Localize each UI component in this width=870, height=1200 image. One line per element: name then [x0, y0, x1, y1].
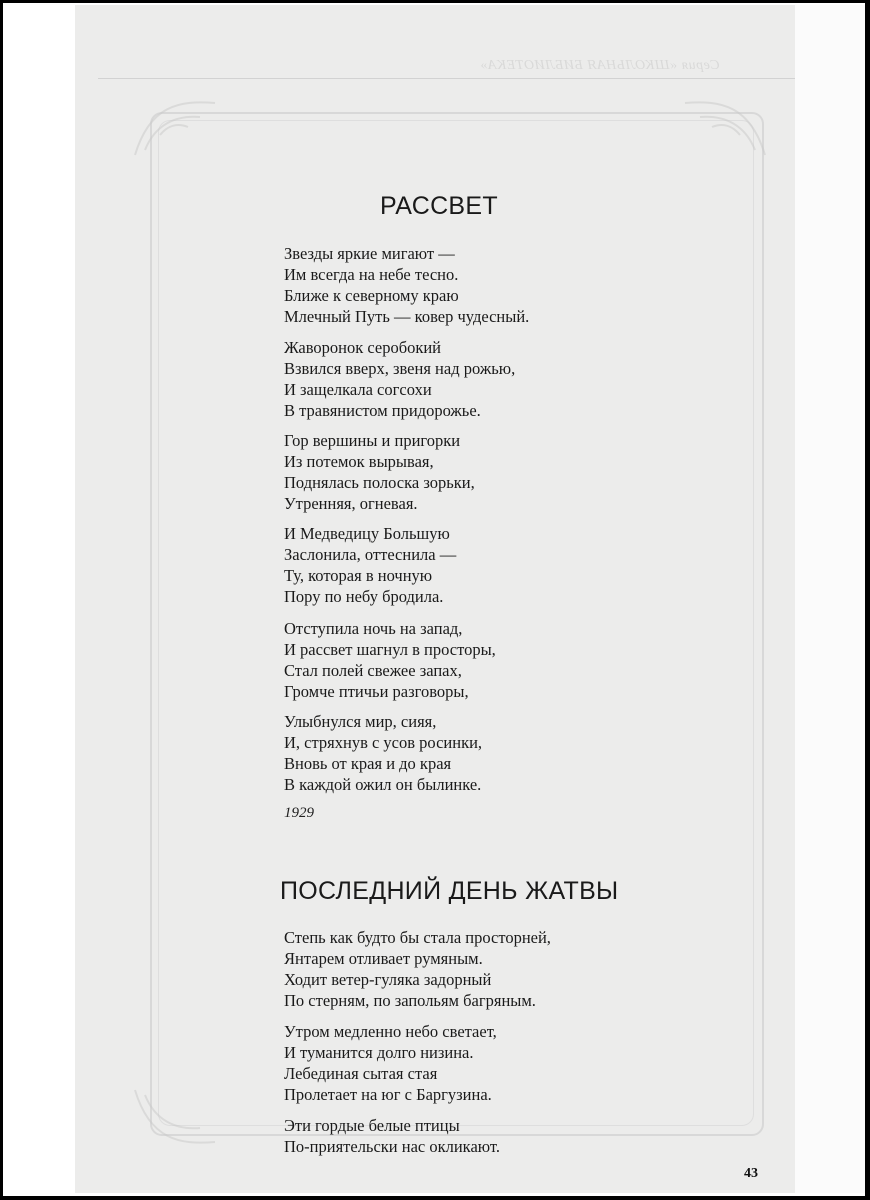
verse-line: Ближе к северному краю [284, 286, 459, 305]
verse-line: Отступила ночь на запад, [284, 619, 463, 638]
stanza [284, 523, 456, 607]
stanza [284, 711, 482, 795]
verse-line: Гор вершины и пригорки [284, 431, 461, 450]
stanza [284, 1021, 497, 1105]
poem-title: РАССВЕТ [380, 192, 498, 220]
stanza [284, 1115, 500, 1157]
verse-line: Улыбнулся мир, сияя, [284, 712, 437, 731]
verse-line: Стал полей свежее запах, [284, 661, 462, 680]
verse-line: И туманится долго низина. [284, 1043, 474, 1062]
verse-line: Утренняя, огневая. [284, 494, 418, 513]
verse-line: Пору по небу бродила. [284, 587, 444, 606]
verse-line: В травянистом придорожье. [284, 401, 481, 420]
stanza [284, 337, 515, 421]
verse-line: Млечный Путь — ковер чудесный. [284, 307, 530, 326]
poem-title: ПОСЛЕДНИЙ ДЕНЬ ЖАТВЫ [280, 877, 619, 905]
verse-line: Взвился вверх, звеня над рожью, [284, 359, 516, 378]
verse-line: Пролетает на юг с Баргузина. [284, 1085, 492, 1104]
flourish-top-right-icon [680, 95, 770, 165]
verse-line: Ту, которая в ночную [284, 566, 433, 585]
page-margin [795, 5, 865, 1193]
stanza [284, 618, 496, 702]
verse-line: Жаворонок серобокий [284, 338, 442, 357]
stanza [284, 430, 475, 514]
verse-line: Вновь от края и до края [284, 754, 452, 773]
verse-line: И, стряхнув с усов росинки, [284, 733, 483, 752]
verse-line: Ходит ветер-гуляка задорный [284, 970, 492, 989]
verse-line: По стерням, по запольям багряным. [284, 991, 536, 1010]
mirrored-header: Серия «ШКОЛЬНАЯ БИБЛИОТЕКА» [480, 58, 720, 73]
verse-line: Громче птичьи разговоры, [284, 682, 469, 701]
flourish-top-left-icon [130, 95, 220, 165]
verse-line: И защелкала согсохи [284, 380, 432, 399]
page-number: 43 [744, 1166, 758, 1181]
verse-line: Поднялась полоска зорьки, [284, 473, 475, 492]
verse-line: И рассвет шагнул в просторы, [284, 640, 496, 659]
header-rule [98, 78, 795, 79]
verse-line: Им всегда на небе тесно. [284, 265, 459, 284]
flourish-bottom-left-icon [130, 1080, 220, 1150]
stanza [284, 927, 551, 1011]
verse-line: Утром медленно небо светает, [284, 1022, 497, 1041]
verse-line: Из потемок вырывая, [284, 452, 434, 471]
verse-line: По-приятельски нас окликают. [284, 1137, 500, 1156]
verse-line: Звезды яркие мигают — [284, 244, 455, 263]
poem-year: 1929 [284, 805, 314, 821]
stanza [284, 243, 529, 327]
verse-line: Эти гордые белые птицы [284, 1116, 460, 1135]
verse-line: В каждой ожил он былинке. [284, 775, 482, 794]
verse-line: Янтарем отливает румяным. [284, 949, 483, 968]
verse-line: И Медведицу Большую [284, 524, 450, 543]
verse-line: Заслонила, оттеснила — [284, 545, 457, 564]
verse-line: Лебединая сытая стая [284, 1064, 438, 1083]
verse-line: Степь как будто бы стала просторней, [284, 928, 551, 947]
